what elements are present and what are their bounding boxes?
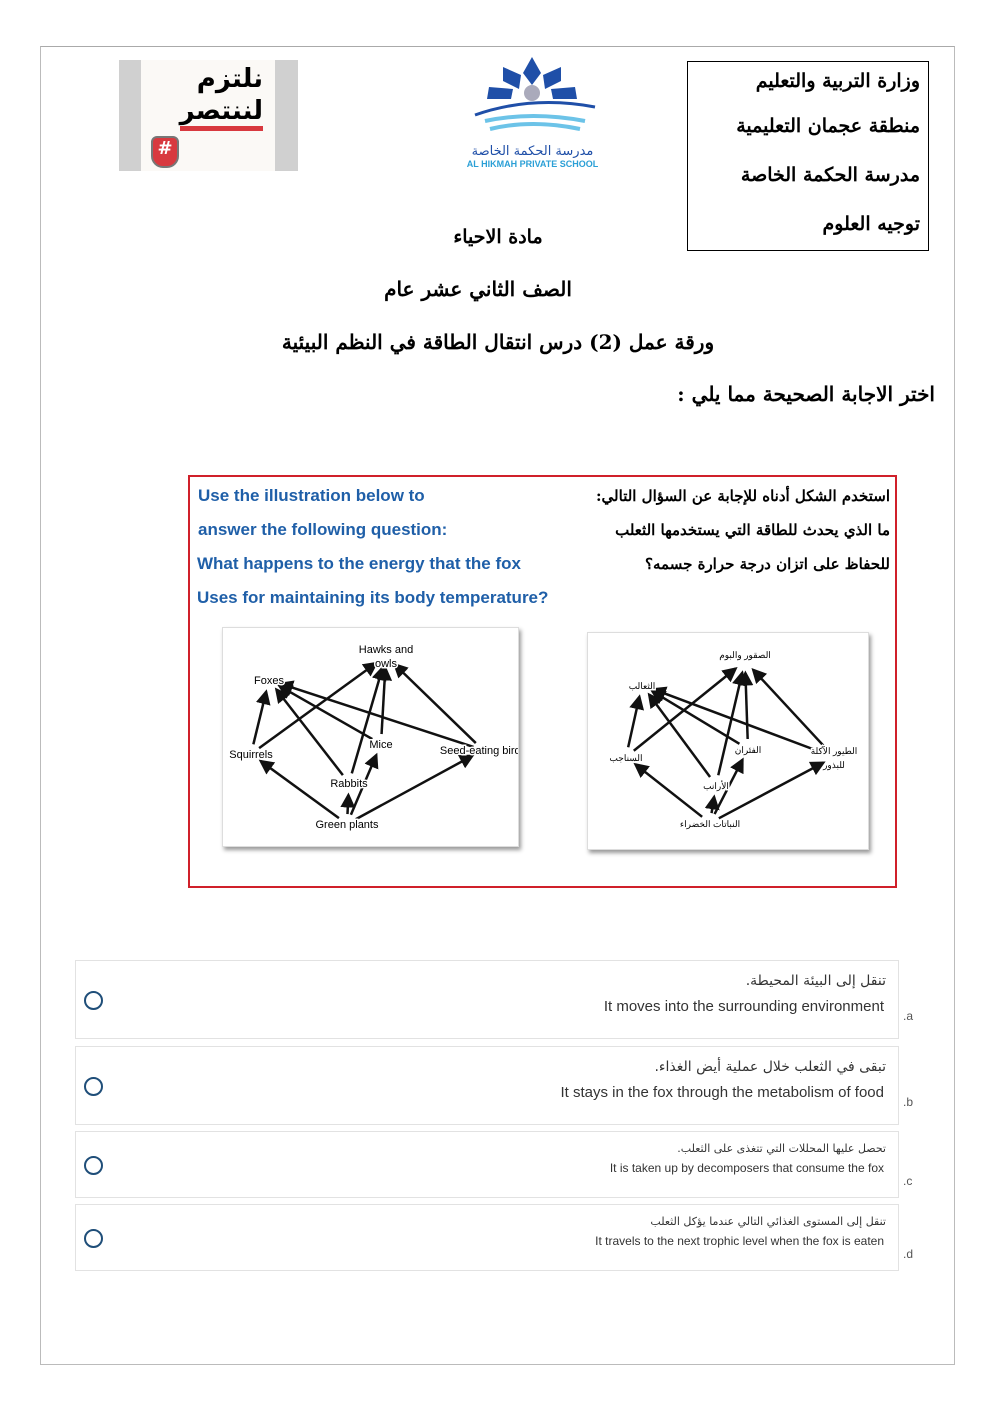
question-en-line: answer the following question: (198, 520, 448, 539)
energy-arrow (635, 764, 702, 816)
option-arabic: تنقل إلى البيئة المحيطة. (745, 973, 886, 989)
energy-arrow (280, 684, 473, 747)
ministry-line: توجيه العلوم (822, 213, 920, 235)
option-arabic: تنقل إلى المستوى الغذائي التالي عندما يؤكل الثعلب (650, 1215, 886, 1228)
hashtag-badge: # (151, 136, 179, 168)
option-letter: .c (903, 1173, 913, 1188)
food-web-node-hawks: الصقور والبوم (719, 650, 771, 660)
food-web-node-mice: Mice (369, 739, 393, 751)
food-web-node-plants: النباتات الخضراء (679, 819, 741, 829)
answer-option[interactable] (75, 960, 899, 1039)
ministry-line: وزارة التربية والتعليم (755, 70, 920, 92)
worksheet-title: ورقة عمل (2) درس انتقال الطاقة في النظم البيئية (281, 330, 715, 354)
food-web-english (222, 627, 519, 847)
food-web-node-mice: الفئران (734, 745, 762, 755)
slogan-logo (119, 60, 298, 171)
energy-arrow (712, 797, 715, 813)
instruction: اختر الاجابة الصحيحة مما يلي : (677, 382, 935, 406)
energy-arrow (753, 670, 827, 750)
food-web-arabic (587, 632, 869, 850)
food-web-node-hawks: owls (374, 658, 398, 670)
food-web-node-squirrels: Squirrels (229, 749, 273, 761)
ministry-box (687, 61, 929, 251)
energy-arrow (718, 673, 742, 776)
food-web-node-rabbits: الأرانب (703, 781, 729, 791)
subject-title: مادة الاحياء (453, 226, 543, 248)
radio-button[interactable] (84, 1077, 103, 1096)
energy-arrow (628, 697, 639, 748)
school-logo (445, 55, 620, 170)
answer-option[interactable] (75, 1046, 899, 1125)
energy-arrow (347, 795, 348, 814)
question-ar-line: للحفاظ على اتزان درجة حرارة جسمه؟ (645, 555, 890, 573)
food-web-node-foxes: الثعالب (628, 681, 656, 691)
energy-arrow (745, 673, 747, 739)
question-en-line: Uses for maintaining its body temperature? (197, 588, 549, 607)
radio-button[interactable] (84, 1156, 103, 1175)
answer-option[interactable] (75, 1131, 899, 1198)
option-letter: .d (903, 1246, 914, 1261)
food-web-node-seed: Seed-eating birds (439, 745, 518, 757)
question-ar-line: ما الذي يحدث للطاقة التي يستخدمها الثعلب (615, 521, 890, 539)
option-arabic: تحصل عليها المحللات التي تتغذى على الثعلب. (677, 1142, 886, 1155)
radio-button[interactable] (84, 991, 103, 1010)
grade-title: الصف الثاني عشر عام (384, 277, 572, 301)
energy-arrow (382, 668, 386, 734)
option-english: It moves into the surrounding environment (603, 998, 884, 1015)
question-ar-line: استخدم الشكل أدناه للإجابة عن السؤال التالي: (596, 487, 890, 505)
food-web-node-hawks: Hawks and (358, 644, 414, 656)
question-en-line: Use the illustration below to (198, 486, 425, 505)
ministry-line: مدرسة الحكمة الخاصة (740, 164, 920, 186)
food-web-node-seed: الطيور الآكلة (810, 746, 858, 756)
option-english: It is taken up by decomposers that consume the fox (609, 1161, 884, 1175)
school-emblem-icon (445, 55, 620, 140)
food-web-node-seed: للبذور (823, 760, 845, 770)
energy-arrow (261, 761, 339, 818)
school-name-english: AL HIKMAH PRIVATE SCHOOL (466, 159, 599, 169)
option-letter: .b (903, 1094, 914, 1109)
energy-arrow (253, 692, 266, 745)
school-name-arabic: مدرسة الحكمة الخاصة (471, 144, 594, 159)
question-en-line: What happens to the energy that the fox (197, 554, 521, 573)
ministry-line: منطقة عجمان التعليمية (736, 115, 920, 137)
question-box (188, 475, 897, 888)
energy-arrow (352, 668, 383, 774)
option-english: It travels to the next trophic level when the fox is eaten (595, 1234, 884, 1248)
food-web-node-rabbits: Rabbits (330, 778, 368, 790)
food-web-node-plants: Green plants (315, 819, 379, 831)
slogan-line1: نلتزم (196, 64, 263, 94)
answer-option[interactable] (75, 1204, 899, 1271)
radio-button[interactable] (84, 1229, 103, 1248)
option-letter: .a (903, 1008, 914, 1023)
option-arabic: تبقى في الثعلب خلال عملية أيض الغذاء. (654, 1059, 886, 1075)
food-web-node-foxes: Foxes (254, 675, 284, 687)
energy-arrow (395, 664, 476, 743)
energy-arrow (719, 763, 824, 819)
option-english: It stays in the fox through the metabolism of food (560, 1084, 884, 1101)
food-web-node-squirrels: السناجب (609, 753, 643, 763)
slogan-line2: لننتصر (180, 96, 263, 131)
